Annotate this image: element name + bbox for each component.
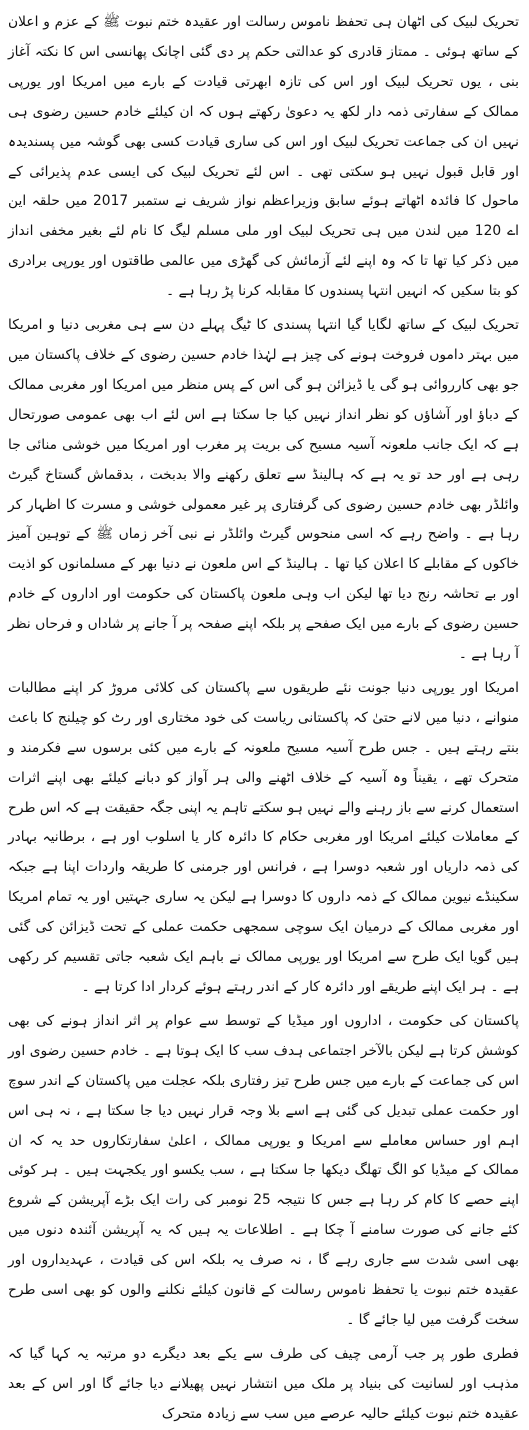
- article-paragraph-2: تحریک لبیک کے ساتھ لگایا گیا انتہا پسندی کا ٹیگ پہلے دن سے ہی مغربی دنیا و امریکا میں بہتر داموں فروخت ہونے کی چیز ہے لہٰذا خادم حسین رضوی کے خلاف پاکستان میں جو بھی کارروائی ہو گی یا ڈیزائن ہو گی اس کے پس منظر میں امریکا اور مغربی ممالک کے دباؤ اور آشاؤں کو نظر انداز نہیں کیا جا سکتا ہے اس لئے اب بھی عمومی صورتحال ہے کہ ایک جانب ملعونہ آسیہ مسیح کی بریت پر مغرب اور امریکا میں خوشی منائی جا رہی ہے اور حد تو یہ ہے کہ ہالینڈ سے تعلق رکھنے والا بدبخت ، بدقماش گستاخ گیرٹ وائلڈر بھی خادم حسین رضوی کی گرفتاری پر غیر معمولی خوشی و مسرت کا اظہار کر رہا ہے ۔ واضح رہے کہ اسی منحوس گیرٹ وائلڈر نے نبی آخر زماں ﷺ کے توہین آمیز خاکوں کے مقابلے کا اعلان کیا تھا ۔ ہالینڈ کے اس ملعون نے دنیا بھر کے مسلمانوں کو اذیت اور بے تحاشہ رنج دیا تھا لیکن اب وہی ملعون پاکستان کی حکومت اور اداروں کے خادم حسین رضوی کے بارے میں ایک صفحے پر بلکہ اپنے صفحہ پر آ جانے پر شاداں و فرحاں نظر آ رہا ہے ۔: [8, 317, 519, 663]
- article-paragraph-4: پاکستان کی حکومت ، اداروں اور میڈیا کے توسط سے عوام پر اثر انداز ہونے کی بھی کوشش کرتا ہے لیکن بالآخر اجتماعی ہدف سب کا ایک ہوتا ہے ۔ خادم حسین رضوی اور اس کی جماعت کے بارے میں جس طرح تیز رفتاری بلکہ عجلت میں پاکستان کے اندر سوچ اور حکمت عملی تبدیل کی گئی ہے اسے بلا وجہ قرار نہیں دیا جا سکتا ہے ، نہ ہی اس اہم اور حساس معاملے سے امریکا و یورپی ممالک ، اعلیٰ سفارتکاروں حد یہ کہ ان ممالک کے میڈیا کو الگ تھلگ دیکھا جا سکتا ہے ، سب یکسو اور یکجہت ہیں ۔ ہر کوئی اپنے حصے کا کام کر رہا ہے جس کا نتیجہ 25 نومبر کی رات ایک بڑے آپریشن کے شروع کئے جانے کی صورت سامنے آ چکا ہے ۔ اطلاعات یہ ہیں کہ یہ آپریشن آئندہ دنوں میں بھی اسی شدت سے جاری رہے گا ، نہ صرف یہ بلکہ اس کی قیادت ، عہدیداروں اور عقیدہ ختم نبوت یا تحفظ ناموس رسالت کے قانون کیلئے نکلنے والوں کو بھی اسی طرح سخت گرفت میں لیا جائے گا ۔: [8, 1012, 519, 1328]
- article-paragraph-1: تحریک لبیک کی اٹھان ہی تحفظ ناموس رسالت اور عقیدہ ختم نبوت ﷺ کے عزم و اعلان کے ساتھ ہوئی ۔ ممتاز قادری کو عدالتی حکم پر دی گئی اچانک پھانسی اس کا نکتہ آغاز بنی ، یوں تحریک لبیک اور اس کی تازہ ابھرتی قیادت کے بارے میں امریکا اور یورپی ممالک کے سفارتی ذمہ دار لکھ یہ دعویٰ رکھتے ہوں کہ ان کیلئے خادم حسین رضوی ہی نہیں ان کی جماعت تحریک لبیک اور اس کی ساری قیادت کسی بھی گوشہ میں پسندیدہ اور قابل قبول نہیں ہو سکتی تھی ۔ اس لئے تحریک لبیک کی ایسی عدم پذیرائی کے ماحول کا فائدہ اٹھاتے ہوئے سابق وزیراعظم نواز شریف نے ستمبر 2017 میں حلقہ این اے 120 میں لندن میں ہی تحریک لبیک اور ملی مسلم لیگ کا نام لئے بغیر مخفی انداز میں ذکر کیا تھا تا کہ وہ اپنے لئے آزمائش کی گھڑی میں عالمی طاقتوں اور یورپی برادری کو بتا سکیں کہ انہیں انتہا پسندوں کا مقابلہ کرنا پڑ رہا ہے ۔: [8, 14, 519, 300]
- article-paragraph-5: فطری طور پر جب آرمی چیف کی طرف سے یکے بعد دیگرے دو مرتبہ یہ کہا گیا کہ مذہب اور لسانیت کی بنیاد پر ملک میں انتشار نہیں پھیلانے دیا جائے گا اور اس کے بعد عقیدہ ختم نبوت کیلئے حالیہ عرصے میں سب سے زیادہ متحرک: [8, 1345, 519, 1422]
- article-paragraph-3: امریکا اور یورپی دنیا جونت نئے طریقوں سے پاکستان کی کلائی مروڑ کر اپنے مطالبات منوانے ، دنیا میں لانے حتیٰ کہ پاکستانی ریاست کی خود مختاری اور رٹ کو چیلنج کا باعث بنتے رہتے ہیں ۔ جس طرح آسیہ مسیح ملعونہ کے بارے میں کئی برسوں سے فکرمند و متحرک تھے ، یقیناً وہ آسیہ کے خلاف اٹھنے والی ہر آواز کو دبانے کیلئے بھی اپنے اثرات استعمال کرنے سے باز رہنے والے نہیں ہو سکتے تاہم یہ اپنی جگہ حقیقت ہے کہ اس طرح کے معاملات کیلئے امریکا اور مغربی حکام کا دائرہ کار یا اسلوب اور ہے ، برطانیہ بہادر کی ذمہ داریاں اور شعبہ دوسرا ہے ، فرانس اور جرمنی کا طریقہ واردات اپنا ہے جبکہ سکینڈے نیوین ممالک کے ذمہ داروں کا دوسرا ہے لیکن یہ ساری جہتیں اور یہ تمام امریکا اور مغربی ممالک کے درمیان ایک سوچی سمجھی حکمت عملی کے تحت ڈیزائن کی گئی ہیں گویا ایک طرح سے امریکا اور یورپی ممالک نے باہم ایک شعبہ جاتی تقسیم کر رکھی ہے ۔ ہر ایک اپنے طریقے اور دائرہ کار کے اندر رہتے ہوئے کردار ادا کرتا ہے ۔: [8, 679, 519, 995]
